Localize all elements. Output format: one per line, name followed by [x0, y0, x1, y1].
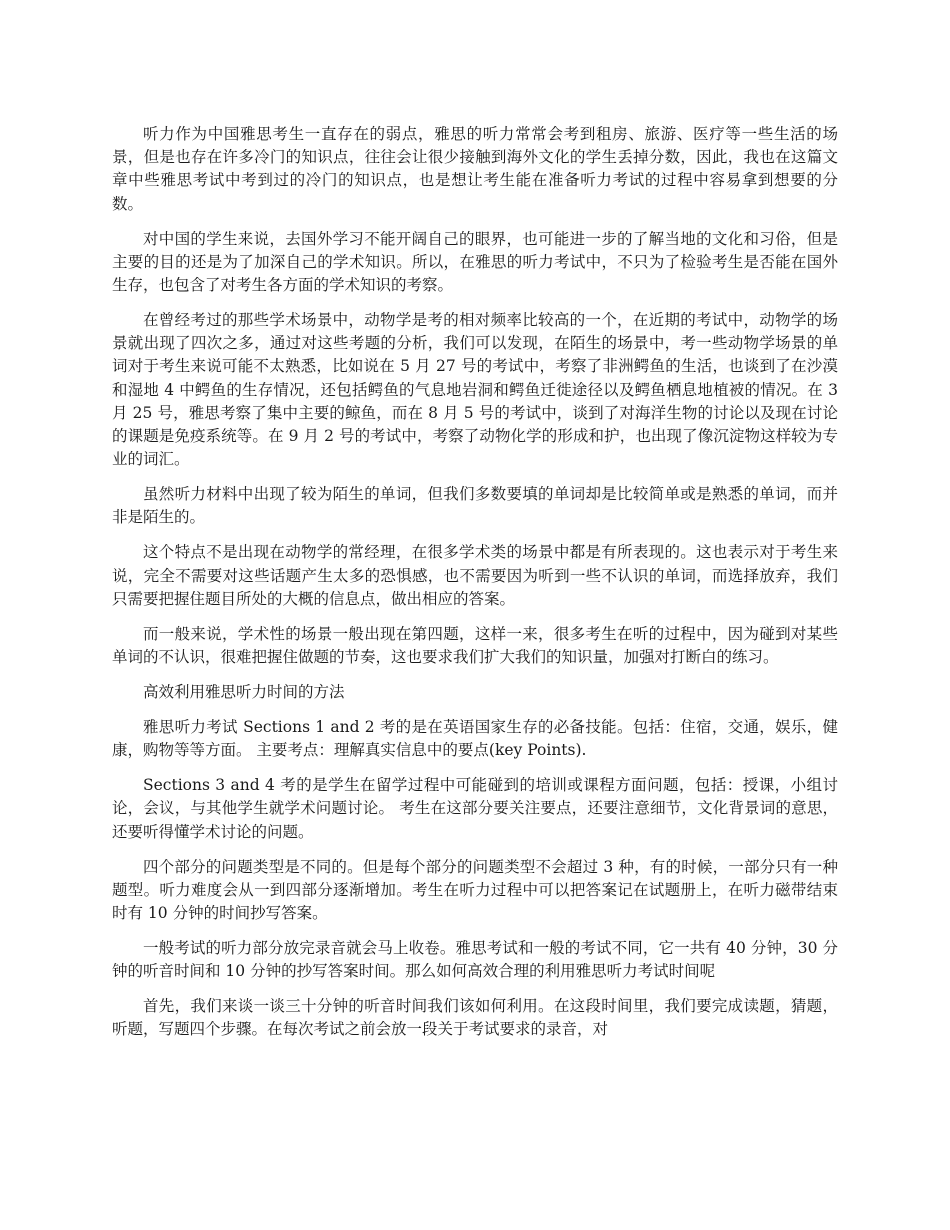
paragraph-zoology-scenes: 在曾经考过的那些学术场景中，动物学是考的相对频率比较高的一个，在近期的考试中，动物学的场景就出现了四次之多，通过对这些考题的分析，我们可以发现，在陌生的场景中，考一些动物学场景的单词对于考生来说可能不太熟悉，比如说在 5 月 27 号的考试中，考察了非洲鳄鱼的生活，也谈到了在沙漠和湿地 4 中鳄鱼的生存情况，还包括鳄鱼的气息地岩洞和鳄鱼迁徙途径以及鳄鱼栖息地植被的情况。在 3 月 25 号，雅思考察了集中主要的鲸鱼，而在 8 月 5 号的考试中，谈到了对海洋生物的讨论以及现在讨论的课题是免疫系统等。在 9 月 2 号的考试中，考察了动物化学的形成和护，也出现了像沉淀物这样较为专业的词汇。	[112, 311, 838, 469]
paragraph-thirty-minutes: 首先，我们来谈一谈三十分钟的听音时间我们该如何利用。在这段时间里，我们要完成读题，猜题，听题，写题四个步骤。在每次考试之前会放一段关于考试要求的录音，对	[112, 997, 838, 1039]
document-body	[112, 123, 838, 1053]
paragraph-sections-3-4: Sections 3 and 4 考的是学生在留学过程中可能碰到的培训或课程方面问题，包括：授课，小组讨论，会议，与其他学生就学术问题讨论。 考生在这部分要关注要点，还要注意细节，文化背景词的意思，还要听得懂学术讨论的问题。	[112, 776, 838, 841]
paragraph-study-abroad: 对中国的学生来说，去国外学习不能开阔自己的眼界，也可能进一步的了解当地的文化和习俗，但是主要的目的还是为了加深自己的学术知识。所以，在雅思的听力考试中，不只为了检验考生是否能在国外生存，也包含了对考生各方面的学术知识的考察。	[112, 229, 838, 295]
paragraph-question-types: 四个部分的问题类型是不同的。但是每个部分的问题类型不会超过 3 种，有的时候，一部分只有一种题型。听力难度会从一到四部分逐渐增加。考生在听力过程中可以把答案记在试题册上，在听力磁带结束时有 10 分钟的时间抄写答案。	[112, 857, 838, 923]
paragraph-section-four: 而一般来说，学术性的场景一般出现在第四题，这样一来，很多考生在听的过程中，因为碰到对某些单词的不认识，很难把握住做题的节奏，这也要求我们扩大我们的知识量，加强对打断白的练习。	[112, 624, 838, 667]
paragraph-sections-1-2: 雅思听力考试 Sections 1 and 2 考的是在英语国家生存的必备技能。包括：住宿，交通，娱乐，健康，购物等等方面。 主要考点：理解真实信息中的要点(key Points).	[112, 718, 838, 760]
section-heading: 高效利用雅思听力时间的方法	[143, 683, 345, 702]
paragraph-intro: 听力作为中国雅思考生一直存在的弱点，雅思的听力常常会考到租房、旅游、医疗等一些生活的场景，但是也存在许多冷门的知识点，往往会让很少接触到海外文化的学生丢掉分数，因此，我也在这篇文章中些雅思考试中考到过的冷门的知识点，也是想让考生能在准备听力考试的过程中容易拿到想要的分数。	[112, 125, 838, 213]
paragraph-no-fear: 这个特点不是出现在动物学的常经理，在很多学术类的场景中都是有所表现的。这也表示对于考生来说，完全不需要对这些话题产生太多的恐惧感，也不需要因为听到一些不认识的单词，而选择放弃，我们只需要把握住题目所处的大概的信息点，做出相应的答案。	[112, 543, 838, 608]
paragraph-simple-words: 虽然听力材料中出现了较为陌生的单词，但我们多数要填的单词却是比较简单或是熟悉的单词，而并非是陌生的。	[112, 485, 838, 527]
paragraph-exam-time: 一般考试的听力部分放完录音就会马上收卷。雅思考试和一般的考试不同，它一共有 40 分钟，30 分钟的听音时间和 10 分钟的抄写答案时间。那么如何高效合理的利用雅思听力考试时间呢	[112, 939, 838, 981]
